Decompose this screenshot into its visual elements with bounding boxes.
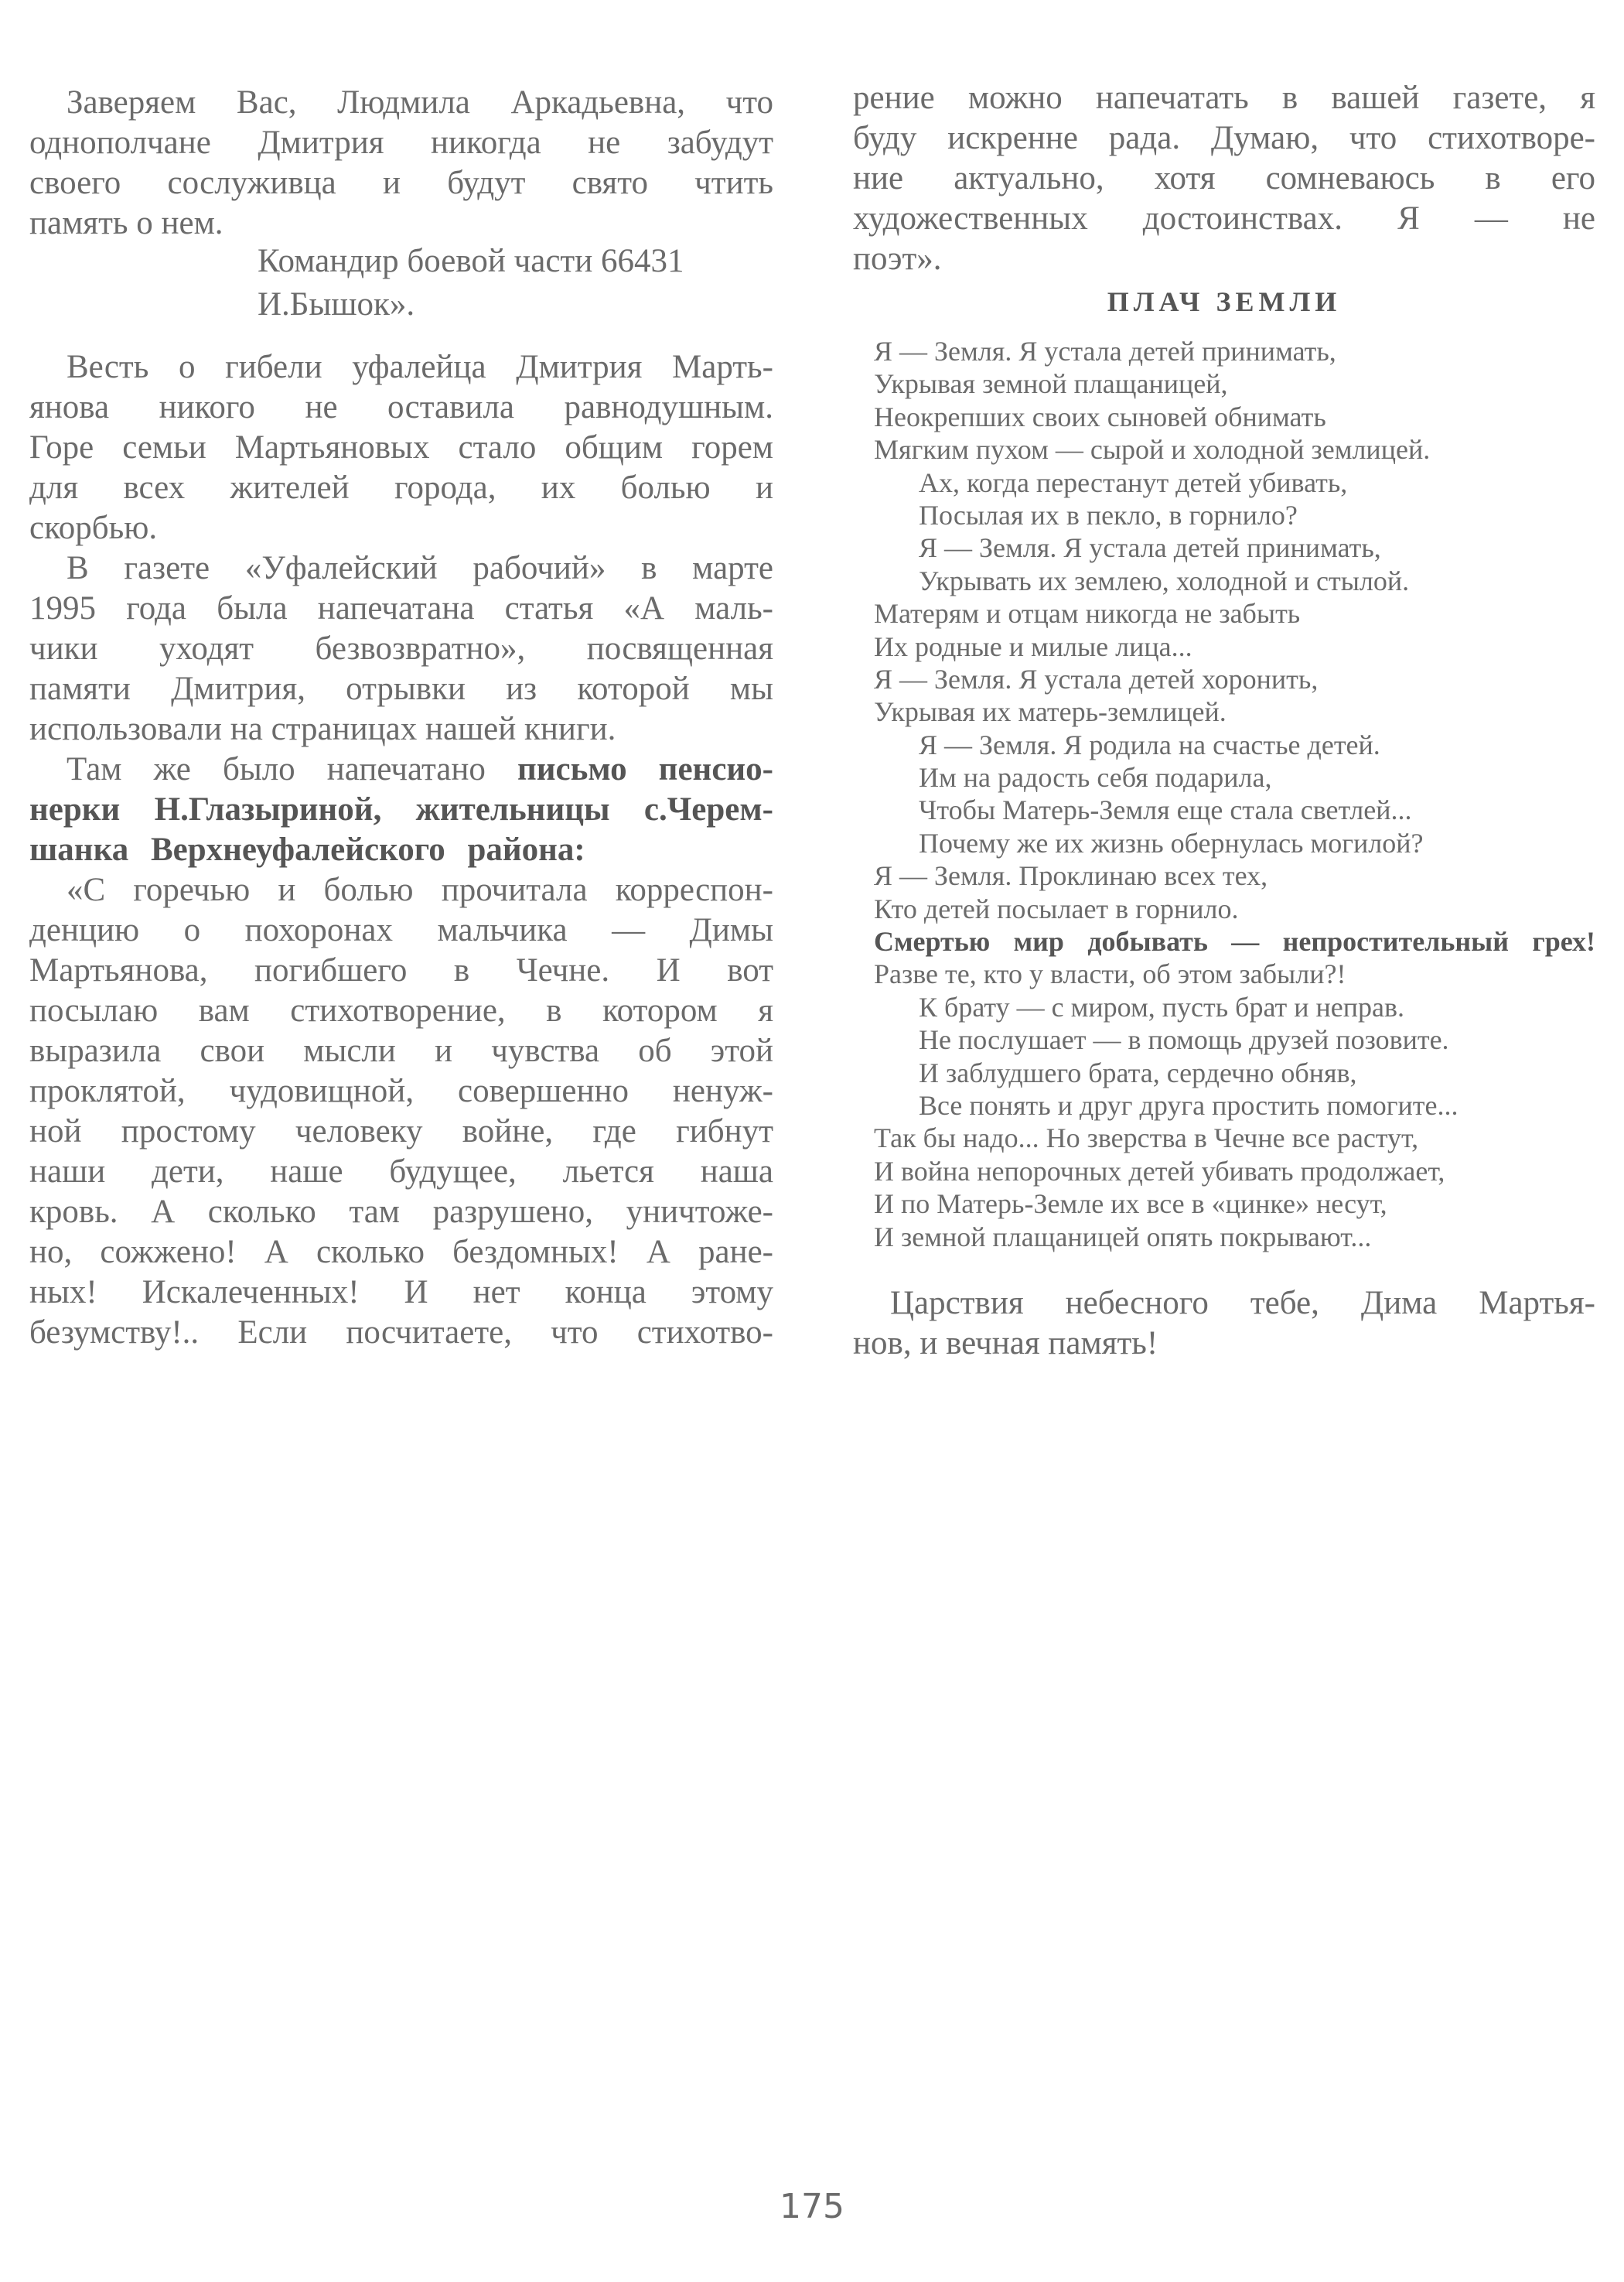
text-line: памяти Дмитрия, отрывки из которой мы <box>29 671 773 707</box>
poem-line: К брату — с миром, пусть брат и неправ. <box>919 991 1404 1023</box>
text-line-bold: шанка Верхнеуфалейского района: <box>29 832 585 868</box>
paragraph-assurance <box>29 83 773 244</box>
letter-line: рение можно напечатать в вашей газете, я <box>853 80 1595 116</box>
poem-line: И война непорочных детей убивать продолжает, <box>874 1155 1445 1187</box>
poem-line: Я — Земля. Проклинаю всех тех, <box>874 860 1268 892</box>
page-number: 175 <box>780 2187 844 2226</box>
letter-line: ных! Искалеченных! И нет конца этому <box>29 1274 773 1310</box>
poem-line: Неокрепших своих сыновей обнимать <box>874 401 1326 432</box>
letter-line: поэт». <box>853 241 942 277</box>
poem-line: Я — Земля. Я устала детей принимать, <box>874 336 1336 367</box>
poem-line: Я — Земля. Я устала детей хоронить, <box>874 663 1319 695</box>
text-line: В газете «Уфалейский рабочий» в марте <box>67 550 773 586</box>
letter-line: посылаю вам стихотворение, в котором я <box>29 992 773 1029</box>
letter-line: «С горечью и болью прочитала корреспон- <box>67 872 773 908</box>
letter-line: кровь. А сколько там разрушено, уничтоже- <box>29 1194 773 1230</box>
poem-line: Разве те, кто у власти, об этом забыли?! <box>874 958 1346 990</box>
poem-title: ПЛАЧ ЗЕМЛИ <box>1107 286 1342 317</box>
letter-line: ной простому человеку войне, где гибнут <box>29 1113 773 1150</box>
letter-line: художественных достоинствах. Я — не <box>853 200 1595 237</box>
letter-line: проклятой, чудовищной, совершенно ненуж- <box>29 1073 773 1109</box>
letter-line: ние актуально, хотя сомневаюсь в его <box>853 160 1595 196</box>
paragraph-closing <box>853 1283 1595 1364</box>
poem <box>874 335 1595 1253</box>
text-line-bold: нерки Н.Глазыриной, жительницы с.Черем- <box>29 791 773 828</box>
paragraph-letter-end <box>853 78 1595 279</box>
poem-line: Мягким пухом — сырой и холодной землицей. <box>874 434 1431 466</box>
poem-line: И заблудшего брата, сердечно обняв, <box>919 1057 1357 1088</box>
text-line: чики уходят безвозвратно», посвященная <box>29 630 773 667</box>
poem-line: Их родные и милые лица... <box>874 630 1192 662</box>
closing-line: Царствия небесного тебе, Дима Мартья- <box>890 1285 1595 1321</box>
signature-name: И.Бышок». <box>258 286 415 323</box>
text-line: Весть о гибели уфалейца Дмитрия Марть- <box>67 349 773 385</box>
letter-line: денцию о похоронах мальчика — Димы <box>29 912 773 948</box>
poem-line: Посылая их в пекло, в горнило? <box>919 499 1298 531</box>
poem-line: И по Матерь-Земле их все в «цинке» несут, <box>874 1188 1387 1220</box>
text-line: однополчане Дмитрия никогда не забудут <box>29 125 773 161</box>
poem-line-bold: Смертью мир добывать — непростительный грех! <box>874 926 1595 958</box>
text-line: использовали на страницах нашей книги. <box>29 711 616 747</box>
poem-line: Укрывать их землею, холодной и стылой. <box>919 565 1410 596</box>
signature-title: Командир боевой части 66431 <box>258 243 684 279</box>
poem-line: Я — Земля. Я родила на счастье детей. <box>919 729 1380 760</box>
letter-line: буду искренне рада. Думаю, что стихотворе- <box>853 120 1595 156</box>
closing-line: нов, и вечная память! <box>853 1325 1158 1361</box>
text-bold: письмо пенсио- <box>517 751 773 787</box>
letter-line: Мартьянова, погибшего в Чечне. И вот <box>29 952 773 989</box>
poem-line: Почему же их жизнь обернулась могилой? <box>919 827 1424 859</box>
poem-line: Не послушает — в помощь друзей позовите. <box>919 1024 1449 1056</box>
text-line: для всех жителей города, их болью и <box>29 470 773 506</box>
letter-line: наши дети, наше будущее, льется наша <box>29 1153 773 1190</box>
poem-line: Я — Земля. Я устала детей принимать, <box>919 532 1381 564</box>
text-line: Заверяем Вас, Людмила Аркадьевна, что <box>67 84 773 121</box>
text-line <box>29 750 773 790</box>
poem-line: Им на радость себя подарила, <box>919 762 1272 794</box>
letter-line: безумству!.. Если посчитаете, что стихотво- <box>29 1314 773 1351</box>
letter-line: выразила свои мысли и чувства об этой <box>29 1033 773 1069</box>
text-line: 1995 года была напечатана статья «А маль- <box>29 590 773 627</box>
poem-line: И земной плащаницей опять покрывают... <box>874 1221 1372 1252</box>
text-line: память о нем. <box>29 205 223 241</box>
poem-line: Кто детей посылает в горнило. <box>874 893 1239 924</box>
text-line: Горе семьи Мартьяновых стало общим горем <box>29 429 773 466</box>
text-line: янова никого не оставила равнодушным. <box>29 389 773 425</box>
text-line: своего сослуживца и будут свято чтить <box>29 165 773 201</box>
signature-block <box>258 240 773 326</box>
poem-line: Все понять и друг друга простить помогите... <box>919 1089 1459 1121</box>
poem-line: Укрывая земной плащаницей, <box>874 368 1228 400</box>
text-regular: Там же было напечатано <box>67 751 517 787</box>
poem-line: Так бы надо... Но зверства в Чечне все растут, <box>874 1122 1419 1154</box>
poem-line: Укрывая их матерь-землицей. <box>874 696 1227 728</box>
letter-line: но, сожжено! А сколько бездомных! А ране- <box>29 1234 773 1270</box>
poem-line: Чтобы Матерь-Земля еще стала светлей... <box>919 794 1412 826</box>
poem-line: Матерям и отцам никогда не забыть <box>874 598 1301 630</box>
text-line: скорбью. <box>29 510 158 546</box>
poem-line: Ах, когда перестанут детей убивать, <box>919 466 1348 498</box>
paragraph-news <box>29 347 773 1353</box>
